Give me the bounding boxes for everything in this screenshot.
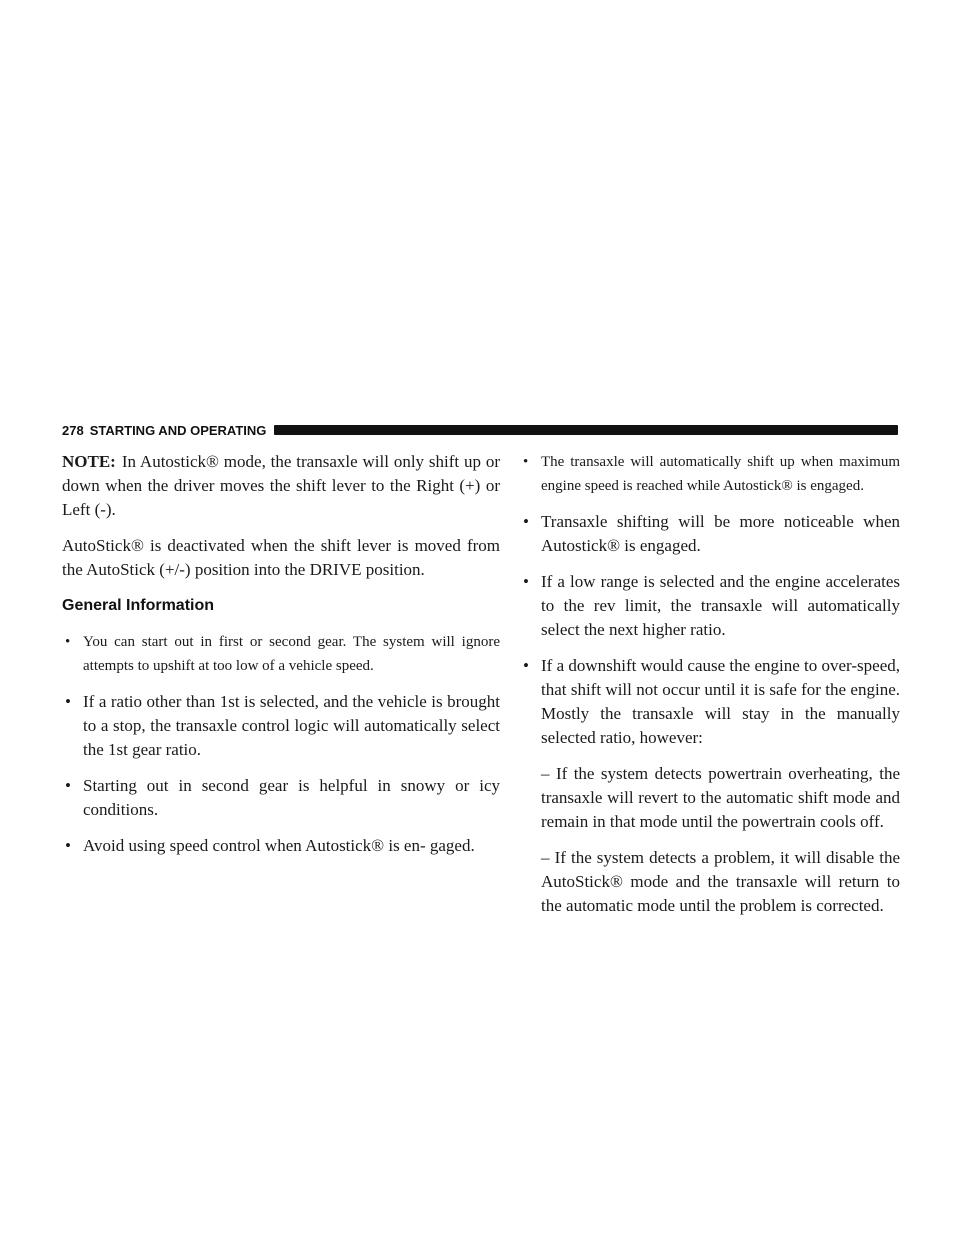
page-number: 278 — [62, 422, 84, 438]
left-column — [62, 450, 500, 870]
bullet-icon: • — [65, 634, 71, 650]
list-item — [62, 690, 500, 762]
section-heading: General Information — [62, 597, 215, 614]
header-rule — [274, 425, 898, 435]
list-item-text: Transaxle shifting will be more noticeable when Autostick® is engaged. — [541, 512, 900, 555]
note-paragraph — [62, 450, 500, 522]
right-column — [520, 450, 900, 930]
note-text: In Autostick® mode, the transaxle will only shift up or down when the driver moves the shift lever to the Right (+) or Left (-). — [62, 452, 500, 519]
list-item-text: If a downshift would cause the engine to over-speed, that shift will not occur until it is safe for the engine. Mostly the transaxle will stay in the manually selected ratio, however: — [541, 656, 900, 747]
list-item-text: Starting out in second gear is helpful in snowy or icy conditions. — [83, 776, 500, 819]
page-header — [62, 420, 898, 440]
list-item-text: Avoid using speed control when Autostick® is en- gaged. — [83, 836, 475, 855]
list-item — [62, 834, 500, 858]
bullet-icon: • — [523, 454, 529, 470]
sub-item-overheating: – If the system detects powertrain overheating, the transaxle will revert to the automatic shift mode and remain in that mode until the powertrain cools off. — [541, 764, 900, 831]
bullet-icon: • — [65, 836, 71, 855]
note-label: NOTE: — [62, 452, 116, 471]
list-item-text: If a low range is selected and the engine accelerates to the rev limit, the transaxle will automatically select the next higher ratio. — [541, 572, 900, 639]
bullet-icon: • — [65, 692, 71, 711]
list-item — [62, 630, 500, 678]
autostick-deactivation-paragraph: AutoStick® is deactivated when the shift lever is moved from the AutoStick (+/-) position into the DRIVE position. — [62, 536, 500, 579]
list-item — [520, 510, 900, 558]
sub-item-problem: – If the system detects a problem, it will disable the AutoStick® mode and the transaxle will return to the automatic mode until the problem is corrected. — [541, 848, 900, 915]
list-item — [520, 570, 900, 642]
bullet-icon: • — [65, 776, 71, 795]
list-item-text: You can start out in first or second gear. The system will ignore attempts to upshift at too low of a vehicle speed. — [83, 634, 500, 674]
list-item-text: The transaxle will automatically shift up when maximum engine speed is reached while Autostick® is engaged. — [541, 454, 900, 494]
list-item — [62, 774, 500, 822]
bullet-icon: • — [523, 572, 529, 591]
section-title: STARTING AND OPERATING — [89, 422, 267, 438]
list-item — [520, 450, 900, 498]
bullet-icon: • — [523, 512, 529, 531]
general-info-list — [62, 630, 500, 858]
list-item — [520, 654, 900, 750]
list-item-text: If a ratio other than 1st is selected, and the vehicle is brought to a stop, the transaxle control logic will automatically select the 1st gear ratio. — [83, 692, 500, 759]
shift-behavior-list — [520, 450, 900, 750]
bullet-icon: • — [523, 656, 529, 675]
